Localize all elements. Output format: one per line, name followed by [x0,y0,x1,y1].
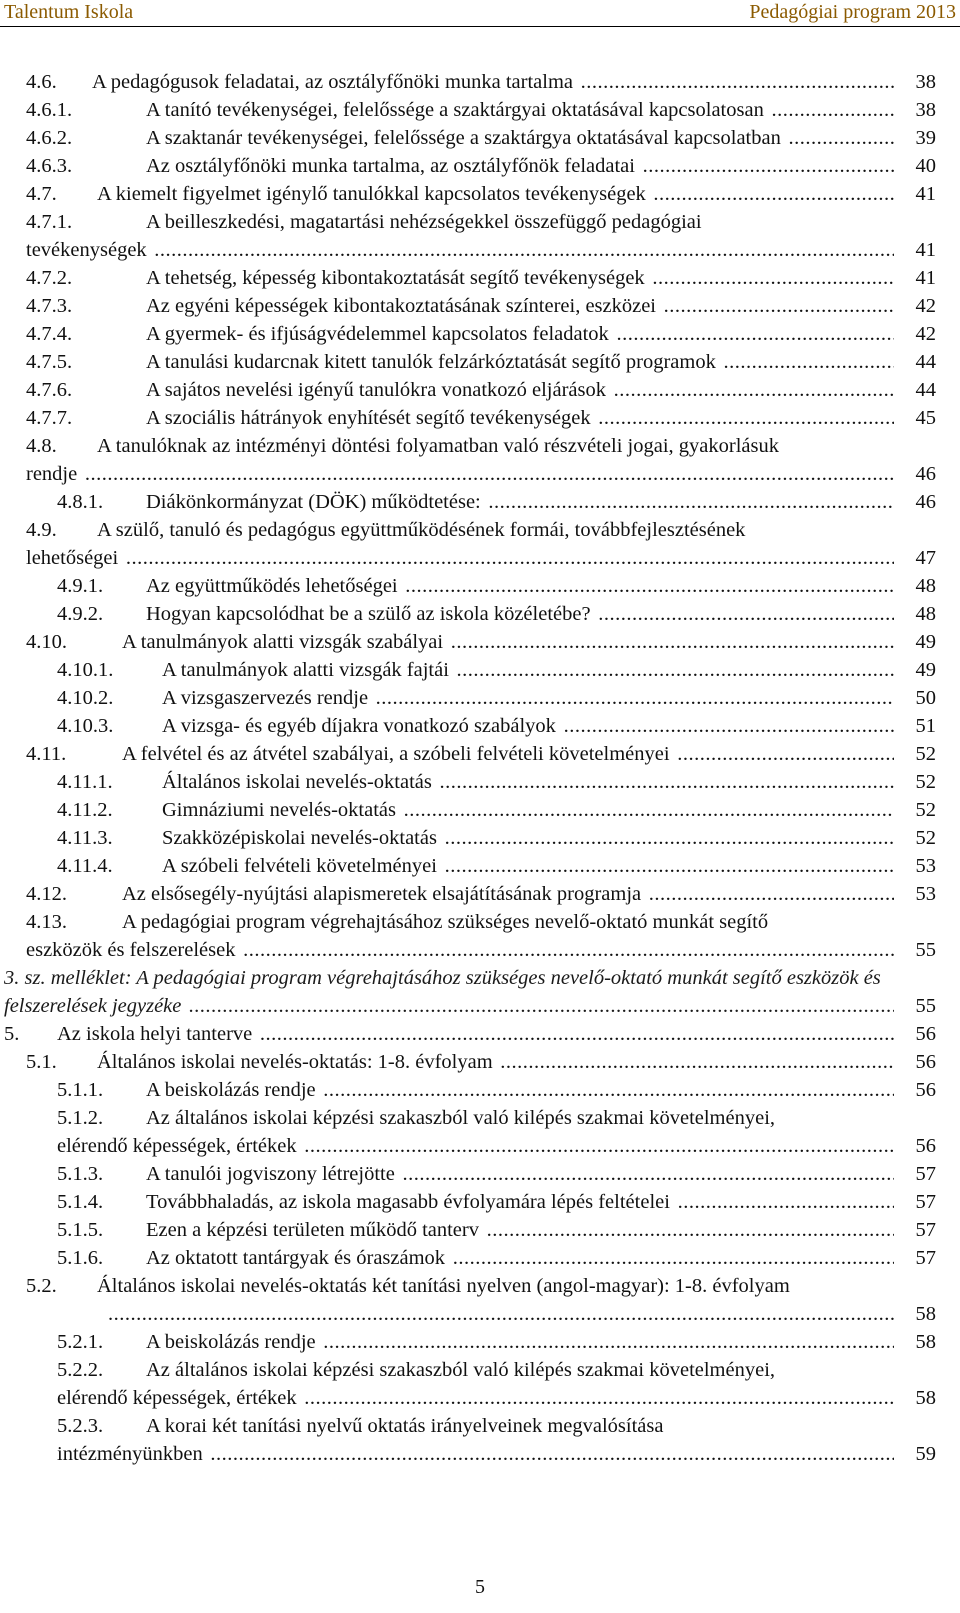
toc-entry[interactable] [0,880,960,908]
toc-entry[interactable] [0,432,960,460]
toc-entry-page: 49 [915,659,936,681]
toc-entry-page: 53 [915,855,936,877]
toc-entry-number: 4.7.6. [26,379,73,401]
toc-entry-continuation[interactable] [0,544,960,572]
toc-entry-number: 4.11. [26,743,67,765]
toc-entry[interactable] [0,320,960,348]
toc-entry-title: Gimnáziumi nevelés-oktatás ..... [162,796,894,824]
toc-entry-continuation[interactable] [0,460,960,488]
toc-entry-page: 48 [915,603,936,625]
toc-entry-number: 4.10. [26,631,67,653]
toc-entry-continuation[interactable] [0,1384,960,1412]
toc-entry[interactable] [0,180,960,208]
toc-entry[interactable] [0,208,960,236]
toc-entry-number: 4.9.1. [57,575,104,597]
toc-entry-continuation[interactable] [0,992,960,1020]
toc-entry-number: 4.6.1. [26,99,73,121]
toc-entry-number: 5.1.4. [57,1191,104,1213]
toc-entry[interactable] [0,1188,960,1216]
toc-entry-number: 5.2.2. [57,1359,104,1381]
toc-entry-number: 4.10.2. [57,687,114,709]
toc-entry-page: 46 [915,491,936,513]
toc-entry-page: 52 [915,827,936,849]
toc-entry-title-continuation: eszközök és felszerelések ..... [26,936,894,964]
toc-entry-number: 4.7.5. [26,351,73,373]
toc-entry[interactable] [0,1216,960,1244]
toc-entry-number: 4.9. [26,519,57,541]
toc-entry-title: A vizsga- és egyéb díjakra vonatkozó szabályok ..... [162,712,894,740]
toc-entry-title-continuation: felszerelések jegyzéke ..... [4,992,894,1020]
toc-entry-title: A vizsgaszervezés rendje ..... [162,684,894,712]
toc-entry-page: 49 [915,631,936,653]
toc-entry[interactable] [0,404,960,432]
toc-entry-number: 4.13. [26,911,67,933]
toc-entry-page: 55 [915,995,936,1017]
toc-entry-page: 44 [915,379,936,401]
toc-entry-number: 4.8. [26,435,57,457]
toc-entry-title: Az általános iskolai képzési szakaszból való kilépés szakmai követelményei, [146,1359,776,1381]
toc-entry-page: 58 [915,1303,936,1325]
toc-entry-page: 48 [915,575,936,597]
toc-entry-number: 4.7.1. [26,211,73,233]
toc-entry-title: A tanulói jogviszony létrejötte ..... [146,1160,894,1188]
toc-entry-title: Általános iskolai nevelés-oktatás két tanítási nyelven (angol-magyar): 1-8. évfolyam [97,1275,790,1297]
toc-entry[interactable] [0,488,960,516]
toc-entry-title: Az egyéni képességek kibontakoztatásának színterei, eszközei ..... [146,292,894,320]
toc-entry-number: 4.10.1. [57,659,114,681]
toc-entry-number: 5.1.6. [57,1247,104,1269]
toc-entry-title: Az általános iskolai képzési szakaszból való kilépés szakmai követelményei, [146,1107,776,1129]
toc-entry-title: A szülő, tanuló és pedagógus együttműködésének formái, továbbfejlesztésének [97,519,746,541]
toc-entry[interactable] [0,964,960,992]
toc-entry-page: 38 [915,99,936,121]
toc-entry-page: 42 [915,295,936,317]
toc-entry-page: 41 [915,239,936,261]
toc-entry-title: Az elsősegély-nyújtási alapismeretek elsajátításának programja ..... [122,880,894,908]
toc-entry[interactable] [0,740,960,768]
toc-entry[interactable] [0,1356,960,1384]
toc-entry-number: 5.2. [26,1275,57,1297]
toc-entry-page: 52 [915,799,936,821]
table-of-contents [0,68,960,1468]
toc-entry-number: 5.2.3. [57,1415,104,1437]
toc-entry-title: A tehetség, képesség kibontakoztatását segítő tevékenységek ..... [146,264,894,292]
toc-entry[interactable] [0,516,960,544]
toc-entry-title: A pedagógiai program végrehajtásához szükséges nevelő-oktató munkát segítő [122,911,769,933]
toc-entry-page: 53 [915,883,936,905]
toc-entry-number: 5.1.5. [57,1219,104,1241]
toc-entry[interactable] [0,1328,960,1356]
toc-entry-title: A szaktanár tevékenységei, felelőssége a szaktárgya oktatásával kapcsolatban ..... [146,124,894,152]
toc-entry[interactable] [0,1104,960,1132]
toc-entry[interactable] [0,1160,960,1188]
toc-entry-number: 4.8.1. [57,491,104,513]
toc-entry-title: Szakközépiskolai nevelés-oktatás ..... [162,824,894,852]
toc-entry-page: 38 [915,71,936,93]
toc-entry-page: 40 [915,155,936,177]
toc-entry-page: 59 [915,1443,936,1465]
toc-entry-title: A tanulmányok alatti vizsgák fajtái ..... [162,656,894,684]
toc-entry-page: 51 [915,715,936,737]
toc-entry-title: A szociális hátrányok enyhítését segítő tevékenységek ..... [146,404,894,432]
toc-entry[interactable] [0,264,960,292]
toc-entry-number: 4.6.2. [26,127,73,149]
toc-entry-number: 4.11.3. [57,827,113,849]
toc-entry-page: 42 [915,323,936,345]
toc-entry[interactable] [0,852,960,880]
toc-entry[interactable] [0,628,960,656]
toc-entry[interactable] [0,1412,960,1440]
toc-entry-title: Továbbhaladás, az iskola magasabb évfolyamára lépés feltételei ..... [146,1188,894,1216]
toc-entry-continuation[interactable] [0,1440,960,1468]
toc-entry-title: A tanító tevékenységei, felelőssége a szaktárgyai oktatásával kapcsolatosan ..... [146,96,894,124]
toc-entry-number: 4.11.2. [57,799,113,821]
toc-entry-title: A tanulóknak az intézményi döntési folyamatban való részvételi jogai, gyakorlásuk [97,435,779,457]
toc-entry-title-continuation: intézményünkben ..... [57,1440,894,1468]
toc-entry-number: 4.7.3. [26,295,73,317]
toc-entry-page: 39 [915,127,936,149]
toc-entry-title: A tanulási kudarcnak kitett tanulók felzárkóztatását segítő programok ..... [146,348,894,376]
toc-entry[interactable] [0,1020,960,1048]
toc-entry-title-continuation: elérendő képességek, értékek ..... [57,1132,894,1160]
toc-entry-title-continuation: lehetőségei ..... [26,544,894,572]
toc-entry[interactable] [0,656,960,684]
toc-entry-page: 56 [915,1079,936,1101]
toc-entry-title: 3. sz. melléklet: A pedagógiai program végrehajtásához szükséges nevelő-oktató munkát segítő eszközök és [4,967,881,989]
toc-entry[interactable] [0,824,960,852]
toc-entry-number: 5.1.1. [57,1079,104,1101]
toc-entry-continuation[interactable] [0,236,960,264]
toc-entry-continuation[interactable] [0,1132,960,1160]
toc-entry-page: 57 [915,1219,936,1241]
toc-entry[interactable] [0,600,960,628]
toc-entry-page: 57 [915,1191,936,1213]
toc-entry-number: 4.7.4. [26,323,73,345]
toc-entry-continuation[interactable] [0,936,960,964]
toc-entry[interactable] [0,124,960,152]
toc-entry-title: A tanulmányok alatti vizsgák szabályai ..... [122,628,894,656]
toc-entry-page: 41 [915,183,936,205]
toc-entry[interactable] [0,1076,960,1104]
toc-entry-page: 52 [915,743,936,765]
toc-entry-title: Általános iskolai nevelés-oktatás: 1-8. évfolyam ..... [97,1048,894,1076]
toc-entry[interactable] [0,796,960,824]
toc-entry[interactable] [0,572,960,600]
school-name: Talentum Iskola [4,1,134,23]
toc-entry-title: A felvétel és az átvétel szabályai, a szóbeli felvételi követelményei ..... [122,740,894,768]
toc-entry-title: Az osztályfőnöki munka tartalma, az osztályfőnök feladatai ..... [146,152,894,180]
toc-entry-title-continuation: elérendő képességek, értékek ..... [57,1384,894,1412]
toc-entry-page: 56 [915,1135,936,1157]
toc-entry-title: Általános iskolai nevelés-oktatás ..... [162,768,894,796]
toc-entry-number: 4.6.3. [26,155,73,177]
page-number: 5 [475,1576,485,1598]
toc-entry-page: 58 [915,1387,936,1409]
toc-entry-title: A pedagógusok feladatai, az osztályfőnöki munka tartalma ..... [92,68,894,96]
toc-entry-title: Hogyan kapcsolódhat be a szülő az iskola közéletébe? ..... [146,600,894,628]
toc-entry-page: 45 [915,407,936,429]
toc-entry-continuation[interactable] [0,1300,960,1328]
toc-entry[interactable] [0,292,960,320]
toc-entry-number: 4.7.2. [26,267,73,289]
toc-entry-number: 4.9.2. [57,603,104,625]
toc-entry-page: 56 [915,1051,936,1073]
toc-entry-number: 5. [4,1023,20,1045]
toc-entry-title: A sajátos nevelési igényű tanulókra vonatkozó eljárások ..... [146,376,894,404]
toc-entry-number: 4.6. [26,71,57,93]
toc-entry-title: A beiskolázás rendje ..... [146,1328,894,1356]
document-title: Pedagógiai program 2013 [749,1,956,23]
toc-entry-number: 5.2.1. [57,1331,104,1353]
toc-entry-number: 4.11.1. [57,771,113,793]
toc-entry-title: A szóbeli felvételi követelményei ..... [162,852,894,880]
toc-entry-number: 4.10.3. [57,715,114,737]
toc-entry-page: 46 [915,463,936,485]
toc-entry[interactable] [0,152,960,180]
toc-entry[interactable] [0,1048,960,1076]
toc-entry-title: A beiskolázás rendje ..... [146,1076,894,1104]
toc-entry-page: 44 [915,351,936,373]
toc-entry-page: 57 [915,1163,936,1185]
toc-entry-page: 52 [915,771,936,793]
toc-entry-page: 58 [915,1331,936,1353]
toc-entry-title: A korai két tanítási nyelvű oktatás irányelveinek megvalósítása [146,1415,664,1437]
toc-entry[interactable] [0,68,960,96]
toc-entry-title: Ezen a képzési területen működő tanterv ..... [146,1216,894,1244]
toc-entry-number: 4.12. [26,883,67,905]
toc-entry-page: 55 [915,939,936,961]
toc-entry[interactable] [0,376,960,404]
toc-entry-title: Diákönkormányzat (DÖK) működtetése: ..... [146,488,894,516]
toc-entry[interactable] [0,1272,960,1300]
toc-entry-number: 5.1. [26,1051,57,1073]
toc-entry-number: 4.7.7. [26,407,73,429]
toc-entry[interactable] [0,1244,960,1272]
toc-entry[interactable] [0,768,960,796]
toc-entry[interactable] [0,96,960,124]
toc-entry-title-continuation: rendje ..... [26,460,894,488]
toc-entry-title: Az oktatott tantárgyak és óraszámok ..... [146,1244,894,1272]
toc-entry-title-continuation [106,1300,894,1328]
toc-entry-page: 57 [915,1247,936,1269]
toc-entry-title-continuation: tevékenységek ..... [26,236,894,264]
toc-entry-number: 5.1.3. [57,1163,104,1185]
toc-entry-number: 5.1.2. [57,1107,104,1129]
toc-entry-title: Az iskola helyi tanterve ..... [57,1020,894,1048]
toc-entry-title: A gyermek- és ifjúságvédelemmel kapcsolatos feladatok ..... [146,320,894,348]
toc-entry-number: 4.7. [26,183,57,205]
page-header [0,0,960,27]
toc-entry-number: 4.11.4. [57,855,113,877]
toc-entry-page: 41 [915,267,936,289]
toc-entry-title: A kiemelt figyelmet igénylő tanulókkal kapcsolatos tevékenységek ..... [97,180,894,208]
toc-entry-page: 47 [915,547,936,569]
toc-entry[interactable] [0,712,960,740]
toc-entry-title: Az együttműködés lehetőségei ..... [146,572,894,600]
toc-entry[interactable] [0,908,960,936]
toc-entry-title: A beilleszkedési, magatartási nehézségekkel összefüggő pedagógiai [146,211,702,233]
toc-entry-page: 56 [915,1023,936,1045]
toc-entry-page: 50 [915,687,936,709]
toc-entry[interactable] [0,684,960,712]
toc-entry[interactable] [0,348,960,376]
